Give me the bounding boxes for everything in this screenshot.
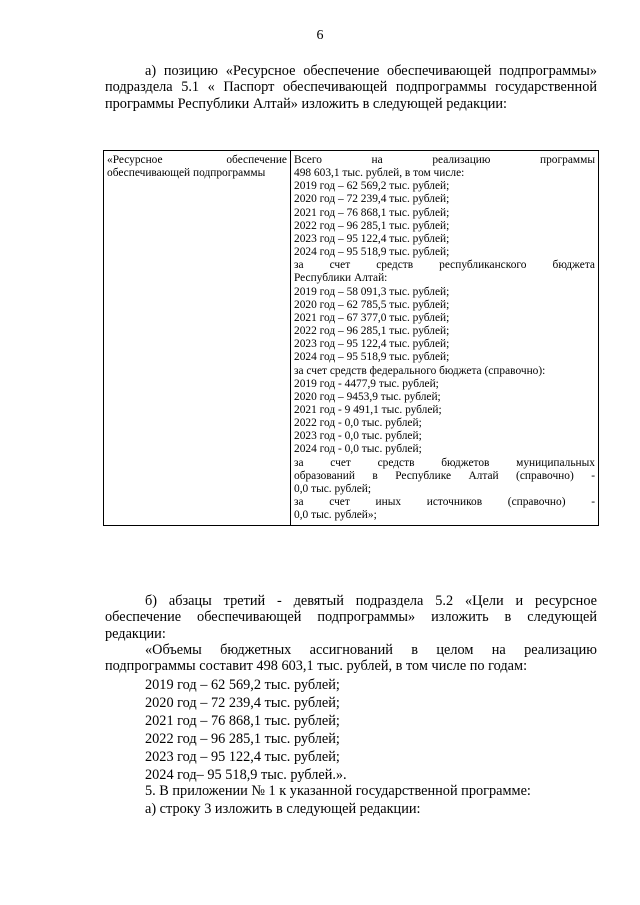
table-line: 2023 год – 95 122,4 тыс. рублей; [294,232,450,245]
table-line: 2021 год – 67 377,0 тыс. рублей; [294,311,450,324]
table-line: 0,0 тыс. рублей»; [294,509,377,522]
year-line: 2022 год – 96 285,1 тыс. рублей; [145,731,340,747]
table-line: за счет средств бюджетов муниципальных [294,456,595,469]
table-row [104,151,599,526]
table-line: образований в Республике Алтай (справочно) - [294,469,595,482]
table-line: 2022 год – 96 285,1 тыс. рублей; [294,219,450,232]
table-line: 2019 год - 4477,9 тыс. рублей; [294,377,439,390]
table-line: 2024 год – 95 518,9 тыс. рублей; [294,351,450,364]
table-line: 2023 год – 95 122,4 тыс. рублей; [294,338,450,351]
year-line: 2021 год – 76 868,1 тыс. рублей; [145,713,340,729]
table-line: за счет средств федерального бюджета (справочно): [294,364,546,377]
resource-label-cell: «Ресурсное обеспечение обеспечивающей подпрограммы [104,151,291,526]
resource-table [103,150,599,526]
table-line: 2022 год – 96 285,1 тыс. рублей; [294,325,450,338]
table-line: Республики Алтай: [294,272,388,285]
table-line: 2022 год - 0,0 тыс. рублей; [294,417,422,430]
table-line: 498 603,1 тыс. рублей, в том числе: [294,167,465,180]
table-line: 2020 год – 9453,9 тыс. рублей; [294,390,441,403]
item-5: 5. В приложении № 1 к указанной государственной программе: [145,783,531,799]
year-line: 2024 год– 95 518,9 тыс. рублей.». [145,767,347,783]
intro-paragraph: а) позицию «Ресурсное обеспечение обеспечивающей подпрограммы» подраздела 5.1 « Паспорт обеспечивающей подпрограммы государственной программы Республики Алтай» изложить в следующей редакции: [105,63,597,112]
table-line: 2021 год - 9 491,1 тыс. рублей; [294,403,442,416]
table-line: 0,0 тыс. рублей; [294,482,372,495]
table-line: за счет средств республиканского бюджета [294,259,595,272]
year-line: 2023 год – 95 122,4 тыс. рублей; [145,749,340,765]
year-line: 2019 год – 62 569,2 тыс. рублей; [145,677,340,693]
table-line: 2024 год – 95 518,9 тыс. рублей; [294,246,450,259]
table-line: 2019 год – 58 091,3 тыс. рублей; [294,285,450,298]
table-line: 2024 год - 0,0 тыс. рублей; [294,443,422,456]
paragraph-c: «Объемы бюджетных ассигнований в целом на реализацию подпрограммы составит 498 603,1 тыс. рублей, в том числе по годам: [105,642,597,675]
paragraph-b: б) абзацы третий - девятый подраздела 5.2 «Цели и ресурсное обеспечение обеспечивающей подпрограммы» изложить в следующей редакции: [105,593,597,642]
resource-values-cell [291,151,599,526]
years-list [145,676,347,784]
page-number: 6 [316,28,324,43]
item-5a: а) строку 3 изложить в следующей редакции: [145,801,421,817]
table-line: Всего на реализацию программы [294,154,595,166]
year-line: 2020 год – 72 239,4 тыс. рублей; [145,695,340,711]
table-line: 2019 год – 62 569,2 тыс. рублей; [294,180,450,193]
table-line: 2020 год – 72 239,4 тыс. рублей; [294,193,450,206]
table-line: за счет иных источников (справочно) - [294,496,595,509]
table-line: 2020 год – 62 785,5 тыс. рублей; [294,298,450,311]
table-line: 2021 год – 76 868,1 тыс. рублей; [294,206,450,219]
table-line: 2023 год - 0,0 тыс. рублей; [294,430,422,443]
